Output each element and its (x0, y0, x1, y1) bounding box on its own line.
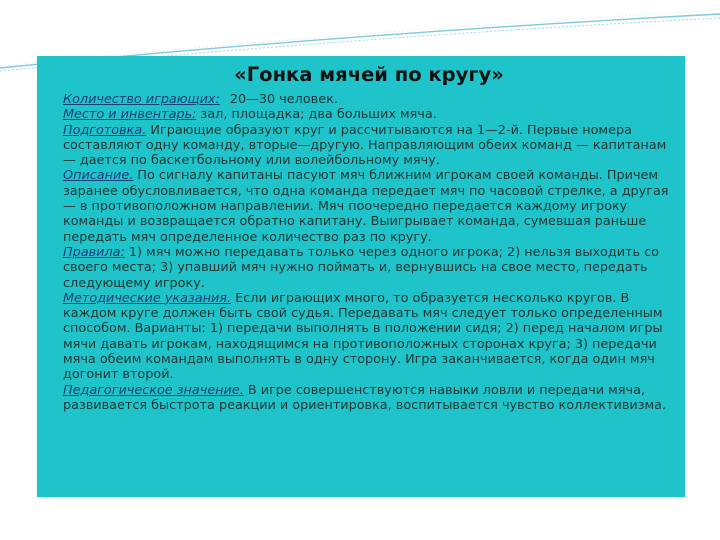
section-text: Играющие образуют круг и рассчитываются на 1—2-й. Первые номера составляют одну команду, вторые—другую. Направляющим обеих команд — капитанам — дается по баскетбольному или волейбольному мячу. (63, 122, 667, 169)
section-label: Описание. (63, 168, 134, 184)
section-preparation (63, 123, 675, 169)
section-text: 1) мяч можно передавать только через одного игрока; 2) нельзя выходить со своего места; 3) упавший мяч нужно поймать и, вернувшись на свое место, передать следующему игроку. (63, 244, 659, 291)
section-text: В игре совершенствуются навыки ловли и передачи мяча, развивается быстрота реакции и ориентировка, воспитывается чувство коллективизма. (63, 382, 667, 413)
section-label: Правила: (63, 244, 125, 260)
section-place-equipment (63, 107, 675, 122)
section-pedagogical-value (63, 383, 675, 414)
section-label: Методические указания. (63, 290, 232, 306)
card-title: «Гонка мячей по кругу» (234, 63, 504, 86)
section-label: Подготовка. (63, 122, 147, 138)
section-description (63, 168, 675, 244)
section-label: Место и инвентарь: (63, 107, 197, 123)
section-text: 20—30 человек. (229, 92, 338, 107)
section-text: По сигналу капитаны пасуют мяч ближним игрокам своей команды. Причем заранее обусловливается, что одна команда передает мяч по часовой стрелке, а другая — в противоположном направлении. Мяч поочередно передается каждому игроку команды и возвращается обратно капитану. Выигрывает команда, сумевшая раньше передать мяч определенное количество раз по кругу. (63, 168, 669, 245)
section-text: зал, площадка; два больших мяча. (200, 107, 437, 123)
section-label: Количество играющих: (63, 92, 220, 107)
section-label: Педагогическое значение. (63, 382, 244, 398)
game-description-card (37, 56, 685, 497)
section-text: Если играющих много, то образуется несколько кругов. В каждом круге должен быть свой судья. Передавать мяч следует только определенным способом. Варианты: 1) передачи выполнять в положении сидя; 2) перед началом игры мячи давать игрокам, находящимся на противоположных сторонах круга; 3) передачи мяча обеим командам выполнять в одну сторону. Игра заканчивается, когда один мяч догонит второй. (63, 290, 663, 383)
section-players (63, 92, 675, 107)
section-method-notes (63, 291, 675, 383)
section-rules (63, 245, 675, 291)
